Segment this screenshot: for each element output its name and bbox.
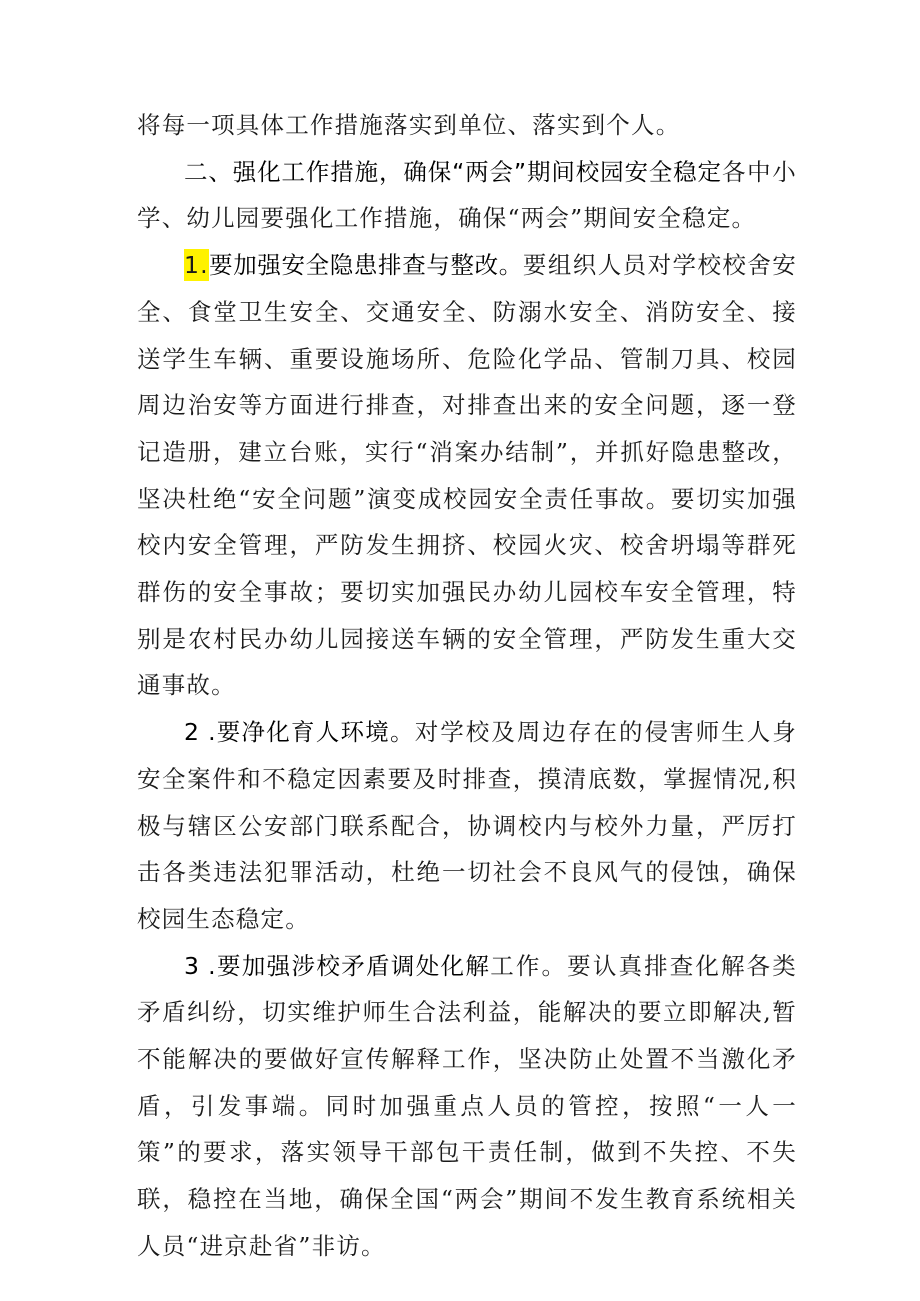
section-two-heading: 二、强化工作措施，确保“两会”期间校园安全稳定 [184,157,722,186]
section-two-body: 各中小学、幼儿园要强化工作措施，确保“两会”期间安全稳定。 [137,157,797,233]
item-1-number-highlighted: 1. [184,251,209,280]
item-2-heading: 要净化育人环境。 [215,718,415,747]
continuation-text: 将每一项具体工作措施落实到单位、落实到个人。 [137,111,681,139]
item-2-body: 对学校及周边存在的侵害师生人身安全案件和不稳定因素要及时排查，摸清底数，掌握情况,积极与辖区公安部门联系配合，协调校内与校外力量，严厉打击各类违法犯罪活动，杜绝一切社会不良风气的侵蚀，确保校园生态稳定。 [137,718,798,933]
item-3-heading: 要加强涉校矛盾调处化解 [216,951,491,980]
item-1-paragraph [137,242,797,709]
continuation-paragraph [137,102,797,149]
item-3-number: 3 . [184,951,217,980]
item-1-body: 要组织人员对学校校舍安全、食堂卫生安全、交通安全、防溺水安全、消防安全、接送学生车辆、重要设施场所、危险化学品、管制刀具、校园周边治安等方面进行排查，对排查出来的安全问题，逐一登记造册，建立台账，实行“消案办结制”，并抓好隐患整改，坚决杜绝“安全问题”演变成校园安全责任事故。要切实加强校内安全管理，严防发生拥挤、校园火灾、校舍坍塌等群死群伤的安全事故；要切实加强民办幼儿园校车安全管理，特别是农村民办幼儿园接送车辆的安全管理，严防发生重大交通事故。 [137,251,798,700]
document-body [137,102,797,1270]
item-3-body: 工作。要认真排查化解各类矛盾纠纷，切实维护师生合法利益，能解决的要立即解决,暂不能解决的要做好宣传解释工作，坚决防止处置不当激化矛盾，引发事端。同时加强重点人员的管控，按照“一人一策”的要求，落实领导干部包干责任制，做到不失控、不失联，稳控在当地，确保全国“两会”期间不发生教育系统相关人员“进京赴省”非访。 [137,951,798,1260]
item-1-heading: 要加强安全隐患排查与整改。 [208,251,523,280]
section-two-paragraph [137,149,797,242]
item-2-number: 2 . [184,718,216,747]
item-3-paragraph [137,943,797,1270]
item-2-paragraph [137,709,797,943]
